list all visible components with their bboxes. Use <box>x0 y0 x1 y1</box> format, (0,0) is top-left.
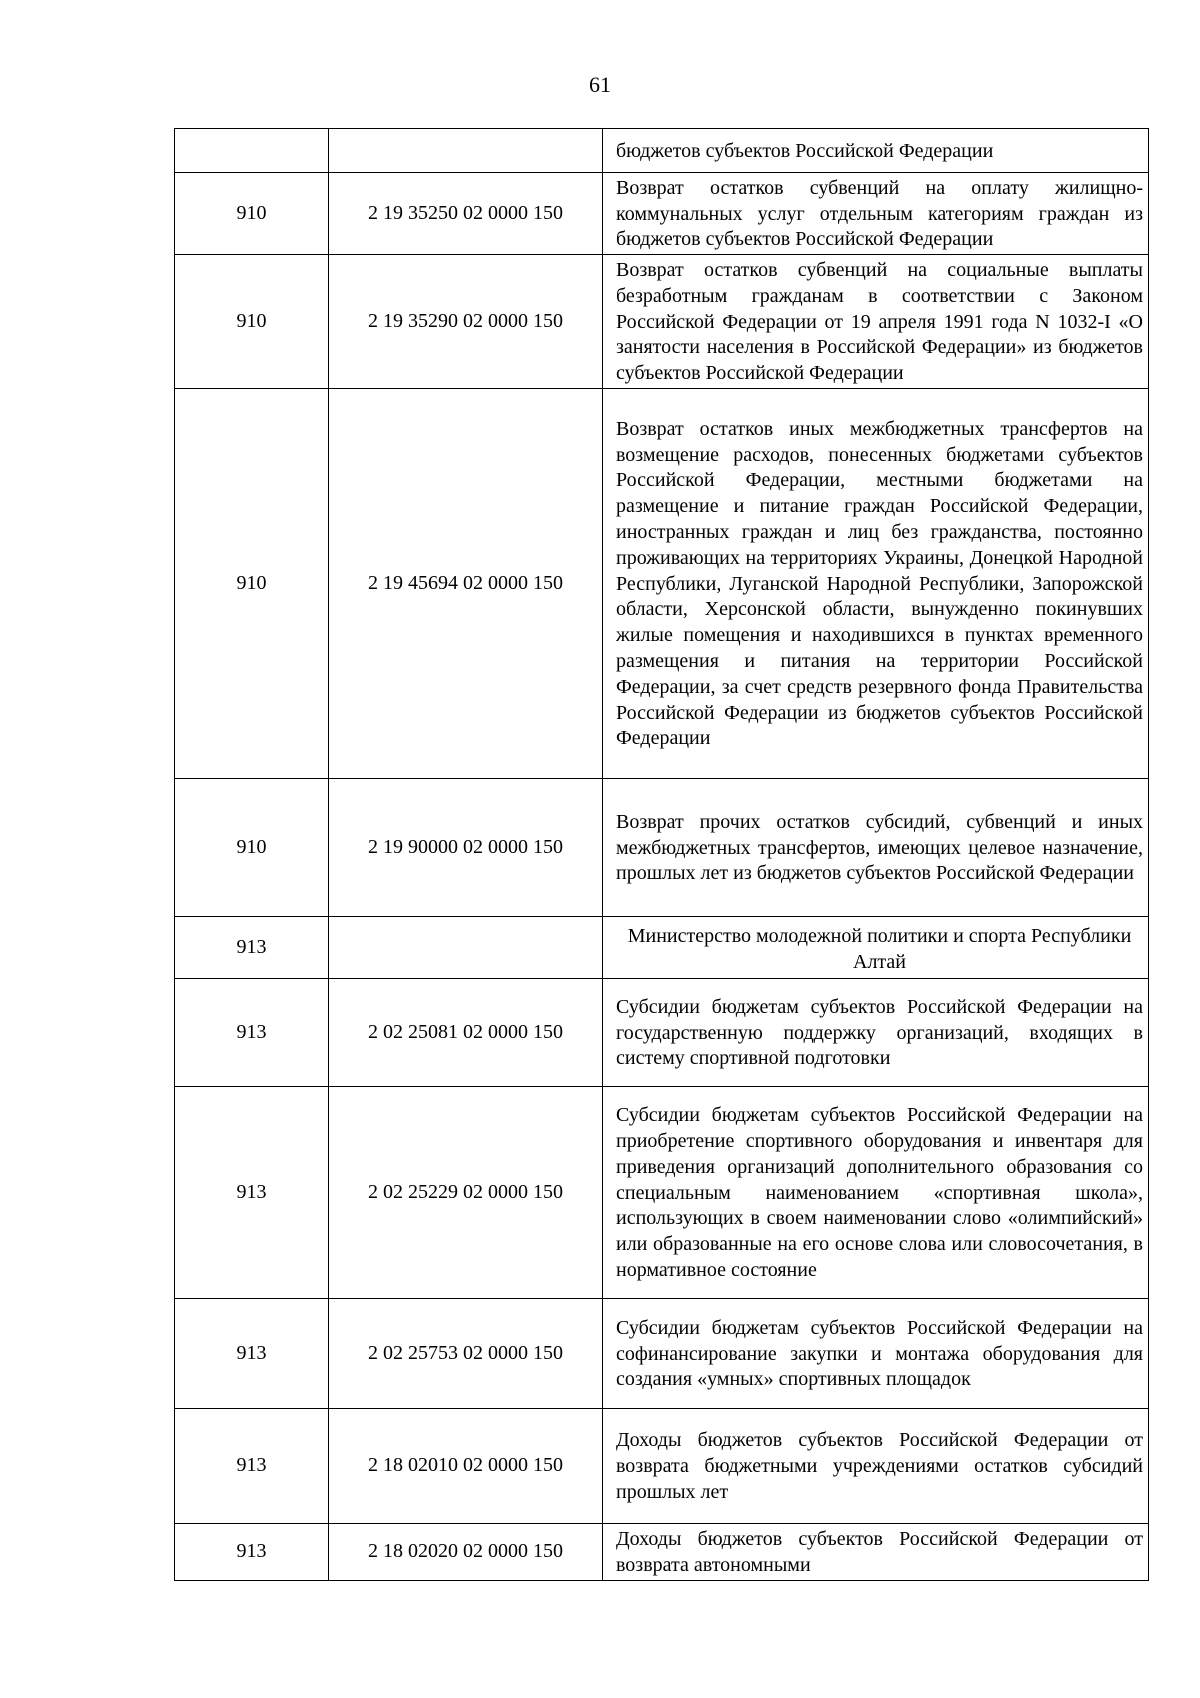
description-cell <box>603 389 1149 779</box>
description-cell <box>603 1524 1149 1581</box>
description-text: Субсидии бюджетам субъектов Российской Федерации на приобретение спортивного оборудования и инвентаря для приведения организаций дополнительного образования со специальным наименованием «спортивная школа», использующих в своем наименовании слово «олимпийский» или образованные на его основе слова или словосочетания, в нормативное состояние <box>616 1104 1143 1281</box>
table-row <box>175 255 1149 389</box>
page-number: 61 <box>589 72 611 97</box>
description-text: Субсидии бюджетам субъектов Российской Федерации на софинансирование закупки и монтажа оборудования для создания «умных» спортивных площадок <box>616 1316 1143 1391</box>
description-text: Доходы бюджетов субъектов Российской Федерации от возврата автономными <box>616 1528 1143 1576</box>
table-row <box>175 979 1149 1087</box>
description-text: Возврат остатков субвенций на социальные выплаты безработным гражданам в соответствии с Законом Российской Федерации от 19 апреля 1991 года N 1032-I «О занятости населения в Российской Федерации» из бюджетов субъектов Российской Федерации <box>616 259 1143 385</box>
admin-code-cell: 910 <box>175 173 329 255</box>
table-row <box>175 1087 1149 1299</box>
description-cell <box>603 129 1149 173</box>
table-row <box>175 779 1149 917</box>
ministry-heading: Министерство молодежной политики и спорта Республики Алтай <box>627 924 1132 973</box>
description-text: Возврат остатков субвенций на оплату жилищно-коммунальных услуг отдельным категориям граждан из бюджетов субъектов Российской Федерации <box>616 176 1143 251</box>
admin-code-cell: 913 <box>175 917 329 979</box>
budget-code-cell: 2 19 45694 02 0000 150 <box>329 389 603 779</box>
budget-code-cell: 2 02 25229 02 0000 150 <box>329 1087 603 1299</box>
table-row <box>175 173 1149 255</box>
description-cell <box>603 255 1149 389</box>
admin-code-cell: 913 <box>175 1409 329 1524</box>
admin-code-cell <box>175 129 329 173</box>
description-text: Возврат прочих остатков субсидий, субвенций и иных межбюджетных трансфертов, имеющих целевое назначение, прошлых лет из бюджетов субъектов Российской Федерации <box>616 810 1143 885</box>
description-cell <box>603 979 1149 1087</box>
budget-code-cell <box>329 917 603 979</box>
description-text: бюджетов субъектов Российской Федерации <box>616 139 994 162</box>
description-text: Субсидии бюджетам субъектов Российской Федерации на государственную поддержку организаций, входящих в систему спортивной подготовки <box>616 995 1143 1070</box>
description-cell <box>603 173 1149 255</box>
budget-code-cell: 2 02 25081 02 0000 150 <box>329 979 603 1087</box>
budget-code-cell: 2 19 35290 02 0000 150 <box>329 255 603 389</box>
budget-code-cell <box>329 129 603 173</box>
admin-code-cell: 910 <box>175 779 329 917</box>
description-cell <box>603 1299 1149 1409</box>
description-cell <box>603 1087 1149 1299</box>
admin-code-cell: 913 <box>175 1299 329 1409</box>
description-text: Возврат остатков иных межбюджетных трансфертов на возмещение расходов, понесенных бюджетами субъектов Российской Федерации, местными бюджетами на размещение и питание граждан Российской Федерации, иностранных граждан и лиц без гражданства, постоянно проживающих на территориях Украины, Донецкой Народной Республики, Луганской Народной Республики, Запорожской области, Херсонской области, вынужденно покинувших жилые помещения и находившихся в пунктах временного размещения и питания на территории Российской Федерации, за счет средств резервного фонда Правительства Российской Федерации из бюджетов субъектов Российской Федерации <box>616 417 1143 750</box>
admin-code-cell: 913 <box>175 1087 329 1299</box>
budget-code-cell: 2 18 02010 02 0000 150 <box>329 1409 603 1524</box>
table-row <box>175 1409 1149 1524</box>
description-cell <box>603 779 1149 917</box>
table-row <box>175 129 1149 173</box>
budget-code-cell: 2 19 90000 02 0000 150 <box>329 779 603 917</box>
description-cell <box>603 1409 1149 1524</box>
table-row <box>175 1524 1149 1581</box>
budget-code-cell: 2 18 02020 02 0000 150 <box>329 1524 603 1581</box>
table-row <box>175 1299 1149 1409</box>
admin-code-cell: 913 <box>175 1524 329 1581</box>
admin-code-cell: 913 <box>175 979 329 1087</box>
section-heading-cell <box>603 917 1149 979</box>
description-text: Доходы бюджетов субъектов Российской Федерации от возврата бюджетными учреждениями остатков субсидий прошлых лет <box>616 1429 1143 1503</box>
budget-classification-table <box>174 128 1149 1581</box>
admin-code-cell: 910 <box>175 389 329 779</box>
budget-code-cell: 2 02 25753 02 0000 150 <box>329 1299 603 1409</box>
table-row <box>175 917 1149 979</box>
table-row <box>175 389 1149 779</box>
admin-code-cell: 910 <box>175 255 329 389</box>
budget-code-cell: 2 19 35250 02 0000 150 <box>329 173 603 255</box>
